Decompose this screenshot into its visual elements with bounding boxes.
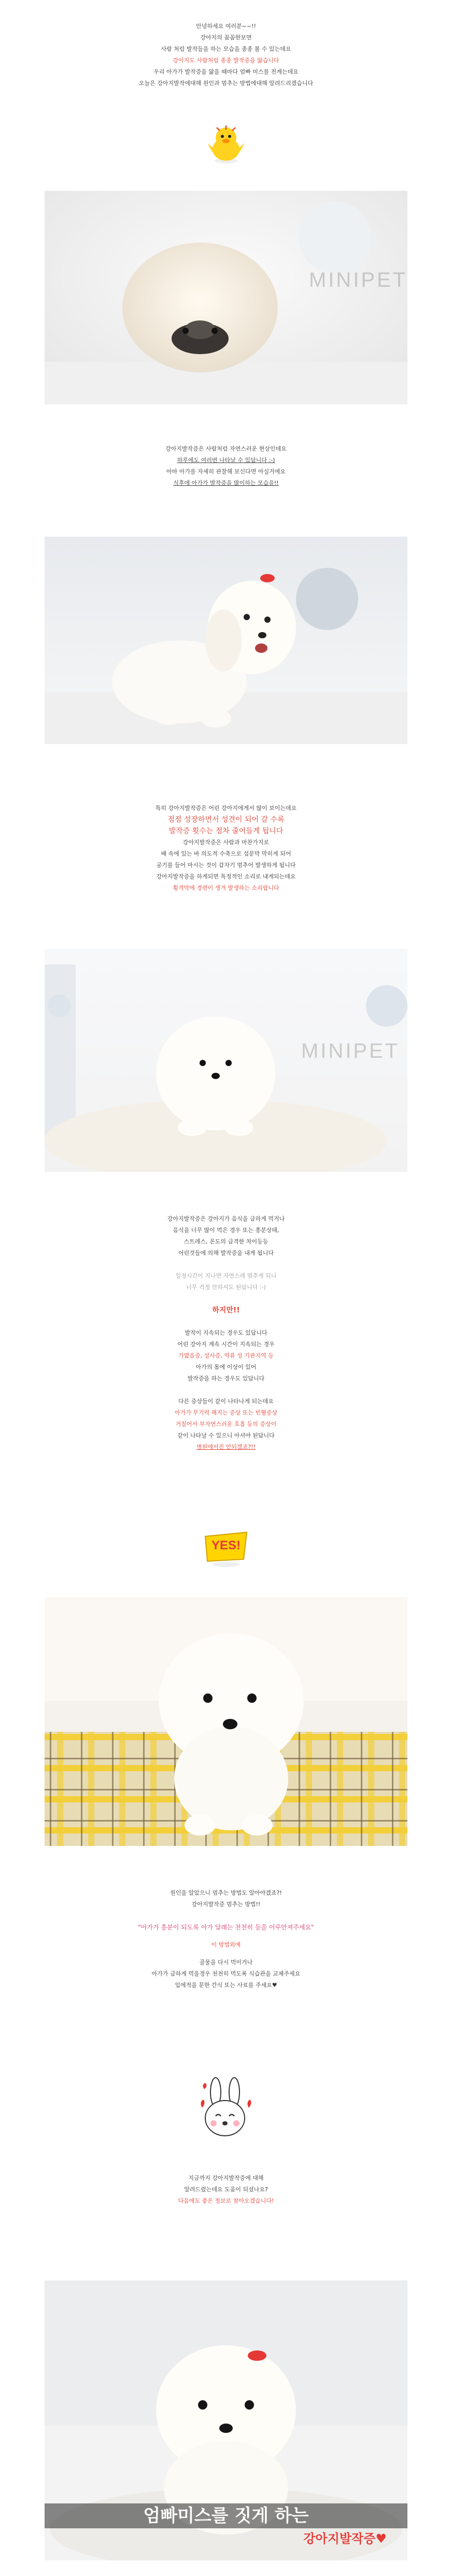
section-line-muted: 너무 걱정 안하셔도 된답니다 :-) <box>186 1284 266 1291</box>
section-line: 입에적을 문한 간식 또는 사료를 주세요♥ <box>175 1982 277 1989</box>
dog-photo-2 <box>45 537 407 744</box>
yes-sticker-text: YES! <box>211 1538 241 1552</box>
section-line: 같이 나타날 수 있으니 아셔야 된답니다 <box>177 1432 275 1439</box>
section-line-underlined: 식후에 아가가 발작증을 많이하는 모습을!! <box>173 480 279 486</box>
section-line-highlight: 다음에도 좋은 정보로 찾아오겠습니다! <box>178 2197 274 2204</box>
section-line-highlight: 가엾음증, 설사증, 역류 성 기관지역 등 <box>178 1352 274 1359</box>
section-line-highlight: 횡격막에 경련이 생겨 발생하는 소리랍니다 <box>173 885 279 891</box>
intro-line: 강아지의 꼼꼼한보면 <box>200 34 252 41</box>
dog-photo-4 <box>45 1597 407 1846</box>
section-line: 배 속에 있는 바 의도적 수축으로 섭문막 막히게 되어 <box>161 850 291 857</box>
intro-line: 안녕하세요 여러분~~!! <box>196 23 256 30</box>
section-line-highlight: 점점 성장하면서 성견이 되어 갈 수록 <box>167 816 285 824</box>
section-2-text <box>0 443 452 489</box>
section-line: 아마 아가를 자세히 관찰해 보신다면 아실거에요 <box>166 468 286 475</box>
caption-line-2: 강아지발작증♥ <box>303 2531 387 2546</box>
section-line: 공기를 들어 마시는 것이 갑자기 멈추어 발생하게 됩니다 <box>156 862 296 869</box>
section-4-text <box>0 1213 452 1453</box>
section-line: 강아지발작증은 사람처럼 자연스러운 현상인데요 <box>165 445 287 452</box>
section-line: 강아지발작증은 사람과 마찬가지로 <box>182 839 270 846</box>
section-line: 지금까지 강아지발작증에 대해 <box>188 2175 264 2181</box>
intro-line-highlight: 강아지도 사람처럼 종종 발작증을 앓습니다 <box>173 57 279 64</box>
section-line: 강아지발작증 멈추는 방법!! <box>191 1901 261 1908</box>
section-heading: 하지만!! <box>212 1306 240 1314</box>
yes-sticker-icon <box>200 1527 252 1569</box>
section-line-highlight: 병원에서진 안되겠죠?!! <box>196 1444 256 1450</box>
section-line-highlight: 거칠어서 부자연스러운 호흡 등의 증상이 <box>175 1421 277 1427</box>
section-line: 발작증을 하는 경우도 있답니다 <box>187 1375 265 1382</box>
section-line-muted: 일정시간이 지나면 자연스레 멈추게 되니 <box>175 1272 277 1279</box>
watermark-text: MINIPET <box>309 269 407 291</box>
section-line: 강아지발작증을 하게되면 특정적인 소리로 내게되는데요 <box>156 873 296 880</box>
section-quote: "아가가 흥분이 되도록 아가 달래는 천천히 등을 어루만져주세요" <box>138 1924 314 1931</box>
section-6-text <box>0 2173 452 2207</box>
section-line: 어린 강아지 계속 시간이 지속되는 경우 <box>177 1341 275 1348</box>
rabbit-sticker-icon <box>195 2077 257 2144</box>
section-line: 강아지발작증은 강아지가 음식을 급하게 먹거나 <box>167 1215 285 1222</box>
section-line: 알려드렸는데요 도움이 되셨나요? <box>184 2186 268 2193</box>
duck-sticker-icon <box>205 123 247 165</box>
section-line: 음식을 너무 많이 먹은 경우 또는 흥분상태, <box>173 1227 279 1234</box>
section-5-text <box>0 1887 452 1991</box>
section-line: 스트레스, 온도의 급격한 차이등등 <box>183 1238 269 1245</box>
intro-line: 우리 아가가 발작증을 앓을 때마다 엄빠 미스를 전계는데요 <box>153 68 299 75</box>
section-line: 다른 증상들이 같이 나타나게 되는데요 <box>178 1398 274 1405</box>
section-3-text <box>0 803 452 894</box>
section-line-highlight: 발작증 횟수는 점차 줄어들게 됩니다 <box>168 827 284 835</box>
section-line-highlight: 이 방법외에 <box>211 1941 241 1948</box>
watermark-text: MINIPET <box>301 1040 400 1062</box>
section-line-underlined: 하루에도 여러번 나타날 수 있답니다 :-) <box>177 457 275 464</box>
intro-line: 사람 처럼 발작들을 하는 모습을 종종 볼 수 있는데요 <box>161 46 291 52</box>
dog-photo-final <box>45 2280 407 2560</box>
dog-photo-3 <box>45 949 407 1172</box>
dog-photo-1 <box>45 191 407 404</box>
section-line-highlight: 아가가 무기력 해지는 증상 또는 빈혈증상 <box>174 1409 278 1416</box>
section-line: 아가의 몸에 이상이 있어 <box>195 1364 257 1370</box>
section-line: 어린것들에 의해 발작증을 내게 됩니다 <box>178 1250 274 1256</box>
section-line: 특히 강아지발작증은 어린 강아지에게서 많이 보이는데요 <box>155 805 297 811</box>
intro-text <box>0 21 452 89</box>
section-line: 원인을 알았으니 멈추는 방법도 알아야겠죠?! <box>170 1889 282 1896</box>
section-line: 아가가 급하게 먹을경우 천천히 먹도록 식습관을 교체주세요 <box>151 1970 301 1977</box>
section-line: 골물을 다시 먹이거나 <box>199 1959 253 1966</box>
section-line: 발작이 지속되는 경우도 있답니다 <box>185 1329 267 1336</box>
caption-line-1: 엄빠미스를 짓게 하는 <box>45 2503 407 2528</box>
intro-line: 오늘은 강아지발작에대해 원인과 멈추는 방법에대해 알려드리겠습니다 <box>138 80 314 87</box>
